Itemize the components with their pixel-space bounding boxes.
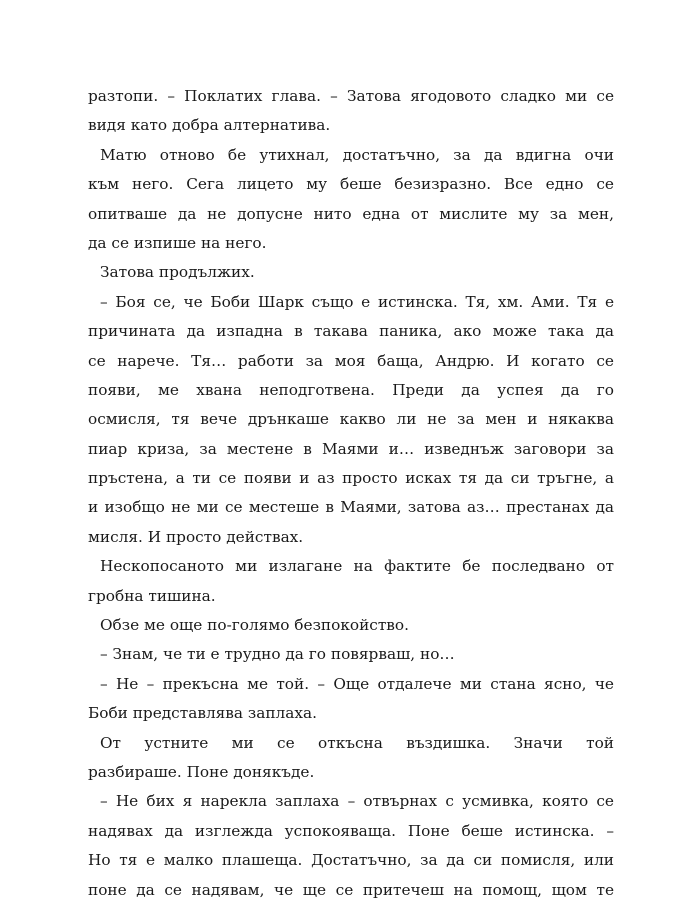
text-line: Боби представлява заплаха. [88,704,318,723]
text-line: и изобщо не ми се местеше в Маями, затова аз… престанах да [88,498,614,517]
text-line: Но тя е малко плашеща. Достатъчно, за да си помисля, или [88,851,614,870]
text-line: причината да изпадна в такава паника, ако може така да [88,322,614,341]
text-line: – Боя се, че Боби Шарк също е истинска. Тя, хм. Ами. Тя е [100,292,614,311]
text-line: Матю отново бе утихнал, достатъчно, за да вдигна очи [100,145,614,164]
text-line: – Знам, че ти е трудно да го повярваш, но… [100,645,455,664]
text-line: разбираше. Поне донякъде. [88,762,315,781]
text-line: Нескопосаното ми излагане на фактите бе последвано от [100,557,614,576]
text-line: От устните ми се откъсна въздишка. Значи той [100,733,614,752]
text-line: пръстена, а ти се появи и аз просто исках тя да си тръгне, а [88,469,614,488]
text-line: появи, ме хвана неподготвена. Преди да успея да го [88,380,614,399]
text-line: разтопи. – Поклатих глава. – Затова ягодовото сладко ми се [88,87,614,105]
text-line: Обзе ме още по-голямо безпокойство. [100,616,409,635]
text-line: пиар криза, за местене в Маями и… изведнъж заговори за [88,439,614,458]
text-line: поне да се надявам, че ще се притечеш на помощ, щом те [88,880,614,899]
text-line: към него. Сега лицето му беше безизразно. Все едно се [88,175,614,194]
text-line: осмисля, тя вече дрънкаше какво ли не за мен и някаква [88,410,614,429]
text-line: – Не – прекъсна ме той. – Още отдалече ми стана ясно, че [100,674,614,693]
text-line: видя като добра алтернатива. [88,116,331,135]
text-line: – Не бих я нарекла заплаха – отвърнах с усмивка, която се [100,792,614,811]
page-body-text [88,82,614,905]
text-line: да се изпише на него. [88,233,267,252]
text-line: надявах да изглежда успокояваща. Поне беше истинска. – [88,821,614,840]
text-line: гробна тишина. [88,586,216,605]
text-line: мисля. И просто действах. [88,527,304,546]
text-line: се нарече. Тя… работи за моя баща, Андрю. И когато се [88,351,614,370]
text-line: Затова продължих. [100,263,255,282]
text-line: опитваше да не допусне нито една от мислите му за мен, [88,204,614,223]
